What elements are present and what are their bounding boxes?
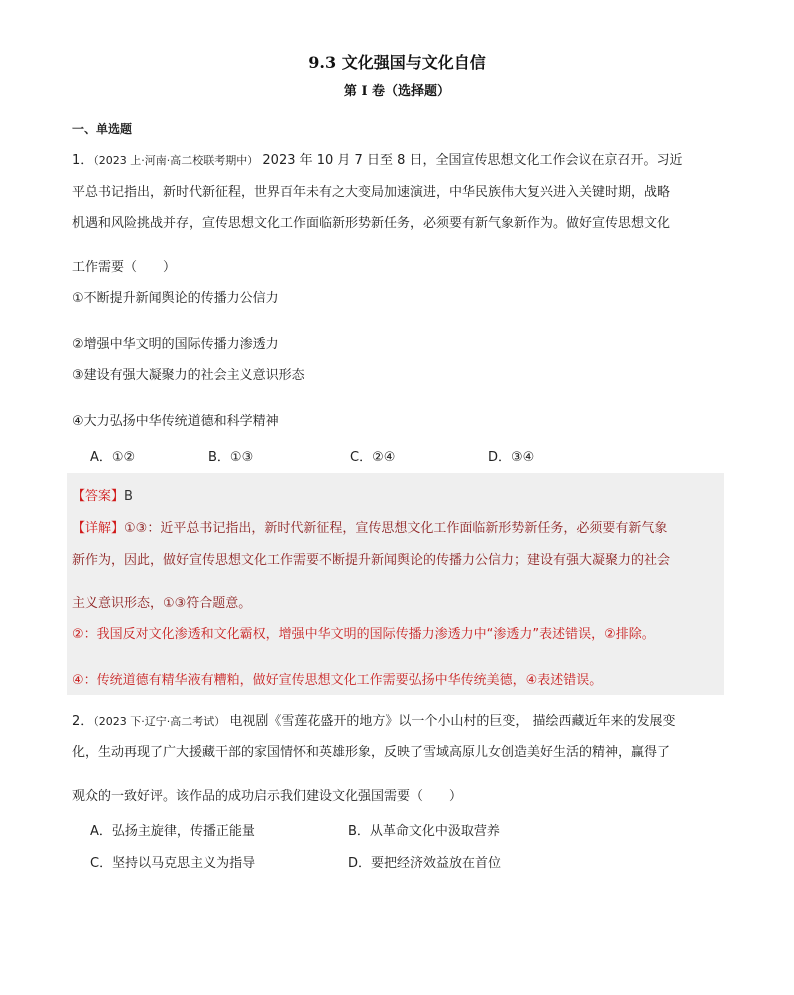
q2-number: 2． — [72, 714, 94, 729]
q1-option-c[interactable]: C．②④ — [350, 450, 396, 465]
q2-source: （2023 下·辽宁·高二考试） — [93, 715, 226, 728]
q2-option-d[interactable]: D．要把经济效益放在首位 — [348, 856, 502, 871]
answer-line — [72, 485, 133, 504]
q1-line2: 平总书记指出，新时代新征程，世界百年未有之大变局加速演进，中华民族伟大复兴进入关键时期，战略 — [72, 185, 671, 200]
answer-panel — [67, 473, 724, 695]
q1-line3: 机遇和风险挑战并存，宣传思想文化工作面临新形势新任务，必须要有新气象新作为。做好宣传思想文化 — [72, 216, 671, 231]
q2-line2: 化，生动再现了广大援藏干部的家国情怀和英雄形象，反映了雪域高原儿女创造美好生活的精神，赢得了 — [72, 745, 671, 760]
detail-text-1: ①③：近平总书记指出，新时代新征程，宣传思想文化工作面临新形势新任务，必须要有新气象 — [124, 521, 668, 536]
q1-item-4: ④大力弘扬中华传统道德和科学精神 — [72, 414, 279, 429]
q2-option-c[interactable]: C．坚持以马克思主义为指导 — [90, 856, 256, 871]
detail-line2: 新作为，因此，做好宣传思想文化工作需要不断提升新闻舆论的传播力公信力；建设有强大凝聚力的社会 — [72, 553, 671, 568]
answer-value: B — [124, 489, 133, 504]
q1-option-a[interactable]: A．①② — [90, 450, 136, 465]
q2-line3: 观众的一致好评。该作品的成功启示我们建设文化强国需要（ ） — [72, 789, 463, 804]
q2-stem-start: 电视剧《雪莲花盛开的地方》以一个小山村的巨变， 描绘西藏近年来的发展变 — [229, 714, 676, 729]
detail-line4: ②：我国反对文化渗透和文化霸权，增强中华文明的国际传播力渗透力中“渗透力”表述错误，②排除。 — [72, 627, 655, 642]
q2-option-a[interactable]: A．弘扬主旋律，传播正能量 — [90, 824, 255, 839]
q1-item-3: ③建设有强大凝聚力的社会主义意识形态 — [72, 368, 305, 383]
q1-stem-start: 2023 年 10 月 7 日至 8 日，全国宣传思想文化工作会议在京召开。习近 — [262, 153, 683, 168]
q1-option-d[interactable]: D．③④ — [488, 450, 535, 465]
detail-line5: ④：传统道德有精华液有糟粕，做好宣传思想文化工作需要弘扬中华传统美德，④表述错误。 — [72, 673, 603, 688]
page-title: 9.3 文化强国与文化自信 — [308, 53, 486, 72]
q1-item-2: ②增强中华文明的国际传播力渗透力 — [72, 337, 279, 352]
detail-line3: 主义意识形态，①③符合题意。 — [72, 596, 252, 611]
q1-item-1: ①不断提升新闻舆论的传播力公信力 — [72, 291, 279, 306]
q1-line4: 工作需要（ ） — [72, 260, 177, 275]
detail-line1 — [72, 517, 667, 536]
q2-option-b[interactable]: B．从革命文化中汲取营养 — [348, 824, 500, 839]
q2-line1 — [72, 714, 676, 730]
page-subtitle: 第 I 卷（选择题） — [343, 84, 451, 99]
answer-tag: 【答案】 — [72, 489, 125, 504]
q1-source: （2023 上·河南·高二校联考期中） — [93, 154, 259, 167]
q1-number: 1． — [72, 153, 94, 168]
q1-line1 — [72, 153, 683, 169]
section-heading: 一、单选题 — [72, 122, 133, 136]
q1-option-b[interactable]: B．①③ — [208, 450, 254, 465]
detail-tag: 【详解】 — [72, 521, 125, 536]
